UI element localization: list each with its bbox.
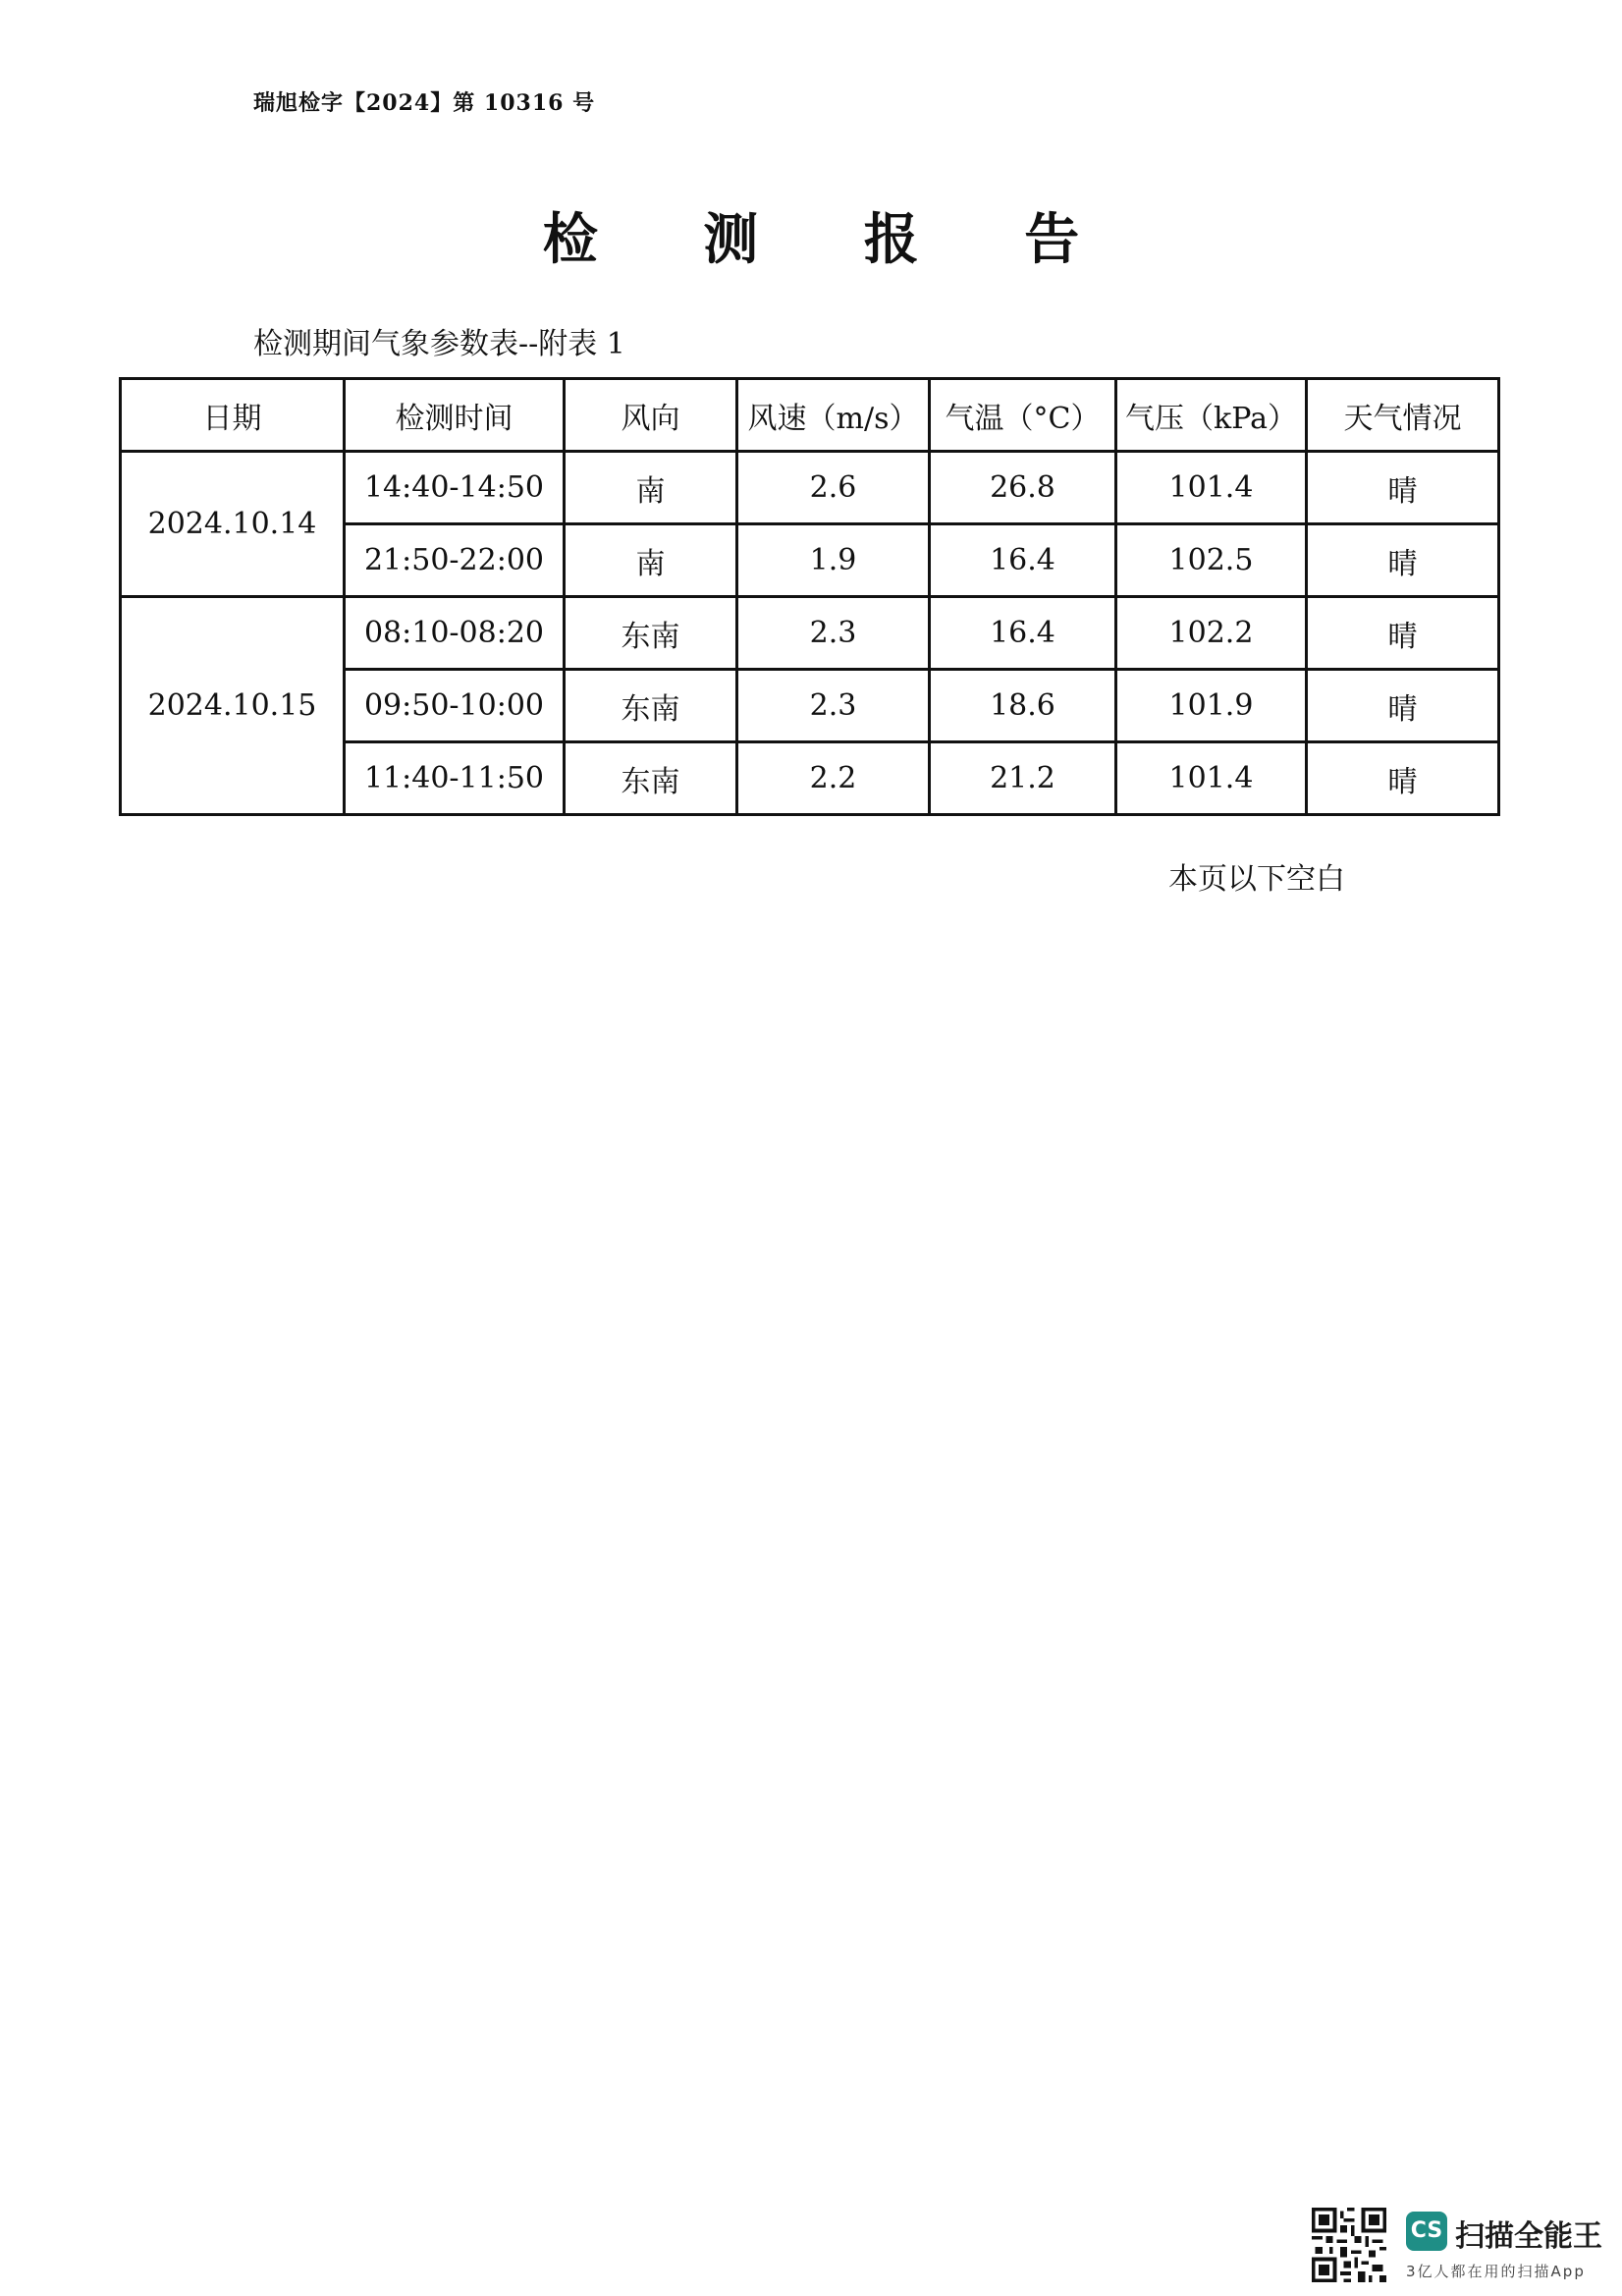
table-row — [121, 452, 1499, 524]
scanner-tagline: 3亿人都在用的扫描App — [1406, 2263, 1586, 2280]
column-header-time: 检测时间 — [345, 379, 565, 452]
temperature-cell: 16.4 — [930, 524, 1116, 597]
weather-cell: 晴 — [1307, 670, 1499, 742]
wind-speed-cell: 2.6 — [737, 452, 930, 524]
pressure-cell: 102.5 — [1116, 524, 1307, 597]
column-header-temperature: 气温（°C） — [930, 379, 1116, 452]
wind-speed-cell: 2.3 — [737, 670, 930, 742]
wind-speed-cell: 2.3 — [737, 597, 930, 670]
column-header-wind-speed: 风速（m/s） — [737, 379, 930, 452]
time-cell: 08:10-08:20 — [345, 597, 565, 670]
column-header-date: 日期 — [121, 379, 345, 452]
table-row — [121, 597, 1499, 670]
weather-cell: 晴 — [1307, 597, 1499, 670]
wind-direction-cell: 南 — [565, 452, 737, 524]
temperature-cell: 21.2 — [930, 742, 1116, 815]
temperature-cell: 18.6 — [930, 670, 1116, 742]
column-header-weather: 天气情况 — [1307, 379, 1499, 452]
pressure-cell: 101.9 — [1116, 670, 1307, 742]
time-cell: 09:50-10:00 — [345, 670, 565, 742]
column-header-pressure: 气压（kPa） — [1116, 379, 1307, 452]
temperature-cell: 26.8 — [930, 452, 1116, 524]
weather-cell: 晴 — [1307, 742, 1499, 815]
table-header-row — [121, 379, 1499, 452]
wind-direction-cell: 东南 — [565, 742, 737, 815]
report-number: 瑞旭检字【2024】第 10316 号 — [253, 90, 596, 116]
date-cell: 2024.10.15 — [121, 597, 345, 815]
column-header-wind-direction: 风向 — [565, 379, 737, 452]
pressure-cell: 101.4 — [1116, 452, 1307, 524]
blank-page-note: 本页以下空白 — [1168, 862, 1345, 897]
time-cell: 14:40-14:50 — [345, 452, 565, 524]
pressure-cell: 102.2 — [1116, 597, 1307, 670]
time-cell: 21:50-22:00 — [345, 524, 565, 597]
time-cell: 11:40-11:50 — [345, 742, 565, 815]
page-title: 检 测 报 告 — [542, 207, 1123, 272]
weather-cell: 晴 — [1307, 524, 1499, 597]
table-caption: 检测期间气象参数表--附表 1 — [253, 327, 625, 361]
wind-direction-cell: 东南 — [565, 597, 737, 670]
scanner-watermark — [1312, 2208, 1606, 2286]
weather-parameters-table — [119, 377, 1500, 816]
weather-cell: 晴 — [1307, 452, 1499, 524]
wind-direction-cell: 东南 — [565, 670, 737, 742]
wind-direction-cell: 南 — [565, 524, 737, 597]
qr-code-icon — [1312, 2208, 1386, 2282]
cs-logo: CS — [1406, 2212, 1447, 2251]
date-cell: 2024.10.14 — [121, 452, 345, 597]
scanner-app-name: 扫描全能王 — [1455, 2219, 1602, 2254]
temperature-cell: 16.4 — [930, 597, 1116, 670]
wind-speed-cell: 2.2 — [737, 742, 930, 815]
pressure-cell: 101.4 — [1116, 742, 1307, 815]
wind-speed-cell: 1.9 — [737, 524, 930, 597]
